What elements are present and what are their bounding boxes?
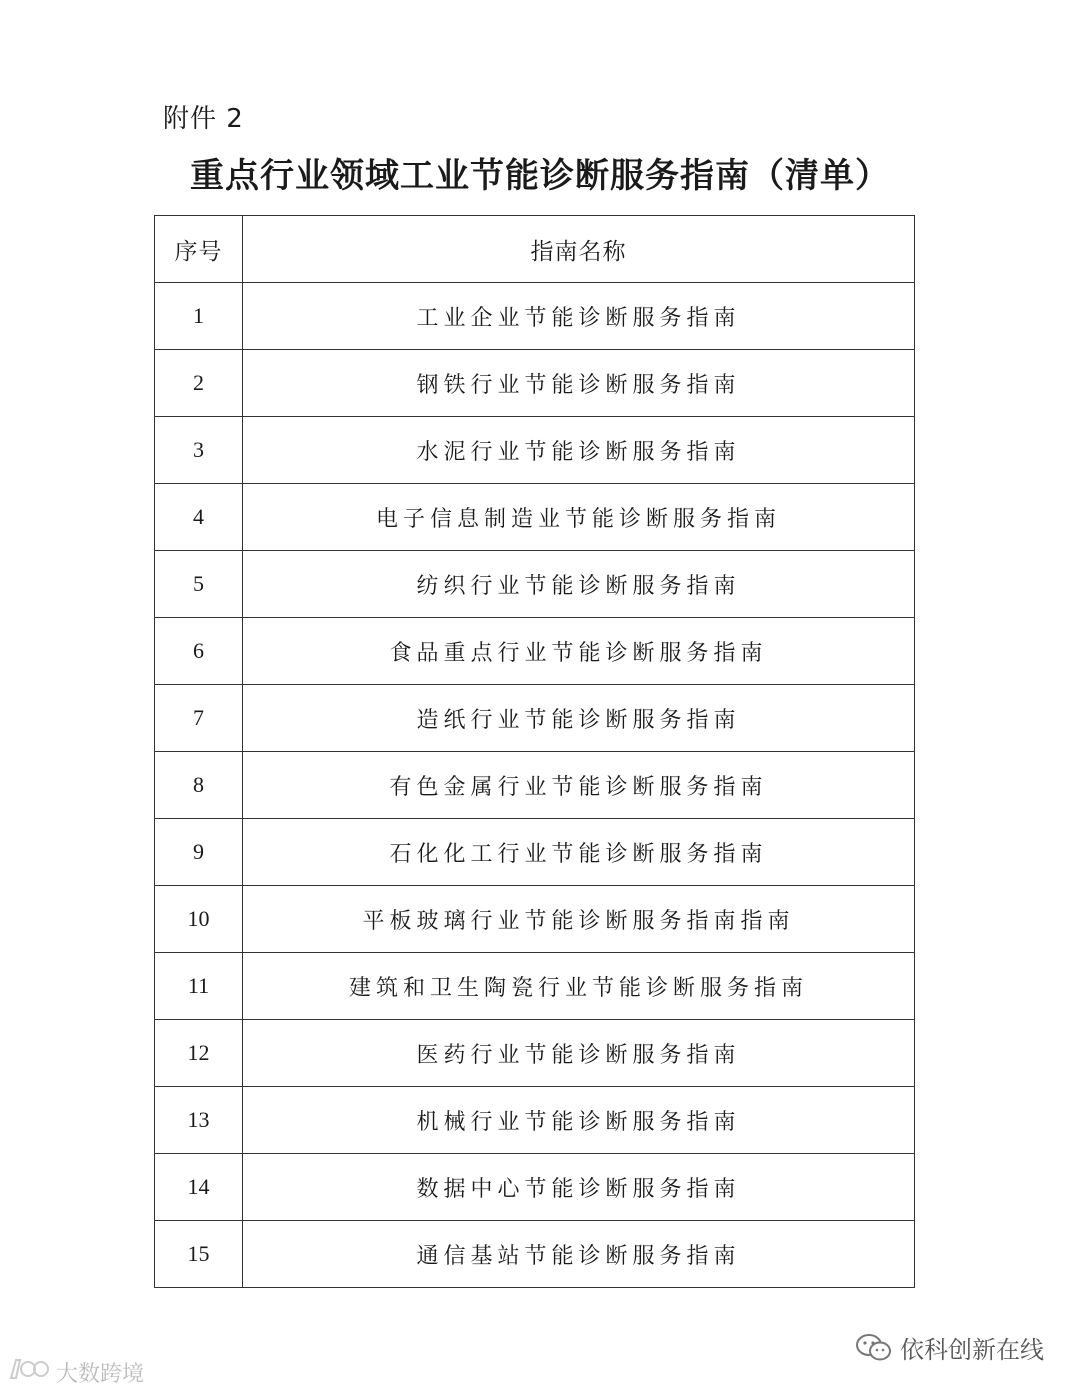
row-number: 14: [155, 1154, 243, 1221]
document-title: 重点行业领域工业节能诊断服务指南（清单）: [190, 156, 890, 196]
guide-name: 造纸行业节能诊断服务指南: [243, 685, 915, 752]
column-header-no: 序号: [155, 216, 243, 283]
row-number: 13: [155, 1087, 243, 1154]
attachment-label: 附件 2: [163, 104, 244, 134]
row-number: 8: [155, 752, 243, 819]
table-row: [155, 551, 915, 618]
guide-name: 工业企业节能诊断服务指南: [243, 283, 915, 350]
guide-name: 钢铁行业节能诊断服务指南: [243, 350, 915, 417]
row-number: 12: [155, 1020, 243, 1087]
wechat-icon: [856, 1334, 892, 1362]
logo-icon: [8, 1356, 50, 1388]
table-row: [155, 1154, 915, 1221]
table-row: [155, 350, 915, 417]
guide-name: 机械行业节能诊断服务指南: [243, 1087, 915, 1154]
guide-list-table: [154, 215, 915, 1288]
watermark-left-text: 大数跨境: [56, 1361, 145, 1387]
guide-name: 电子信息制造业节能诊断服务指南: [243, 484, 915, 551]
guide-name: 有色金属行业节能诊断服务指南: [243, 752, 915, 819]
watermark-right: [856, 1330, 1044, 1365]
row-number: 15: [155, 1221, 243, 1288]
table-row: [155, 685, 915, 752]
guide-name: 建筑和卫生陶瓷行业节能诊断服务指南: [243, 953, 915, 1020]
table-row: [155, 1020, 915, 1087]
guide-name: 水泥行业节能诊断服务指南: [243, 417, 915, 484]
table-row: [155, 1087, 915, 1154]
table-body: [155, 283, 915, 1288]
row-number: 2: [155, 350, 243, 417]
guide-name: 石化化工行业节能诊断服务指南: [243, 819, 915, 886]
table-row: [155, 283, 915, 350]
watermark-left: [8, 1356, 144, 1388]
table-row: [155, 953, 915, 1020]
row-number: 6: [155, 618, 243, 685]
watermark-right-text: 依科创新在线: [900, 1336, 1044, 1364]
table-header-row: [155, 216, 915, 283]
row-number: 11: [155, 953, 243, 1020]
row-number: 5: [155, 551, 243, 618]
table-row: [155, 484, 915, 551]
row-number: 1: [155, 283, 243, 350]
row-number: 10: [155, 886, 243, 953]
row-number: 7: [155, 685, 243, 752]
guide-name: 数据中心节能诊断服务指南: [243, 1154, 915, 1221]
table-row: [155, 618, 915, 685]
table-row: [155, 1221, 915, 1288]
row-number: 9: [155, 819, 243, 886]
guide-name: 纺织行业节能诊断服务指南: [243, 551, 915, 618]
table-row: [155, 752, 915, 819]
guide-name: 医药行业节能诊断服务指南: [243, 1020, 915, 1087]
table-row: [155, 417, 915, 484]
table-row: [155, 886, 915, 953]
guide-name: 通信基站节能诊断服务指南: [243, 1221, 915, 1288]
column-header-name: 指南名称: [243, 216, 915, 283]
guide-name: 平板玻璃行业节能诊断服务指南指南: [243, 886, 915, 953]
row-number: 4: [155, 484, 243, 551]
table-row: [155, 819, 915, 886]
guide-name: 食品重点行业节能诊断服务指南: [243, 618, 915, 685]
row-number: 3: [155, 417, 243, 484]
